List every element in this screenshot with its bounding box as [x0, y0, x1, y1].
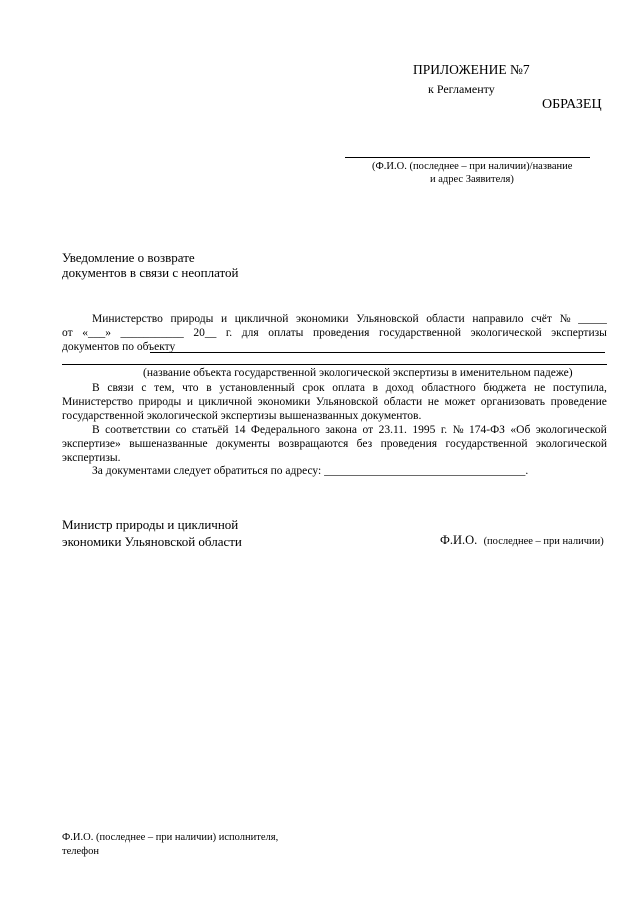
annex-reference: к Регламенту: [428, 82, 495, 96]
object-caption: (название объекта государственной экологической экспертизы в именительном падеже): [143, 367, 573, 379]
word: поступила,: [552, 382, 607, 394]
word: областного: [421, 382, 476, 394]
word: цикличной: [234, 313, 289, 325]
word: бюджета: [483, 382, 527, 394]
word: оплата: [332, 382, 365, 394]
word: в: [372, 382, 379, 394]
word: экспертизы: [551, 327, 607, 339]
applicant-caption-line1: (Ф.И.О. (последнее – при наличии)/название: [372, 161, 573, 172]
word: доход: [385, 382, 414, 394]
paragraph2-line2: [62, 396, 607, 408]
word: срок: [302, 382, 325, 394]
word: «___»: [82, 327, 111, 339]
object-name-line: [150, 352, 605, 353]
word: может: [444, 396, 476, 408]
word: не: [427, 396, 440, 408]
word: вышеназванные: [129, 438, 208, 450]
word: В: [92, 424, 100, 436]
notice-title-line1: Уведомление о возврате: [62, 250, 195, 265]
word: Ульяновской: [315, 396, 379, 408]
word: Министерство: [92, 313, 163, 325]
applicant-signature-line: [345, 157, 590, 158]
paragraph1-line3: документов по объекту: [62, 341, 176, 353]
word: документы: [216, 438, 270, 450]
word: экологической: [535, 424, 607, 436]
word: природы: [170, 313, 214, 325]
word: экспертизе»: [62, 438, 121, 450]
word: что: [182, 382, 199, 394]
paragraph1-line1: [92, 313, 607, 325]
word: тем,: [154, 382, 175, 394]
word: №: [452, 424, 464, 436]
word: оплаты: [268, 327, 304, 339]
paragraph3-line1: [92, 424, 607, 436]
word: 23.11.: [378, 424, 407, 436]
word: №: [559, 313, 571, 325]
word: ___________: [120, 327, 184, 339]
word: Министерство: [62, 396, 133, 408]
signatory-name: [440, 533, 604, 548]
word: экономики: [257, 396, 311, 408]
paragraph2-line3: государственной экологической экспертизы вышеназванных документов.: [62, 410, 422, 422]
word: проведения: [312, 327, 370, 339]
word: статьёй: [191, 424, 229, 436]
notice-title-line2: документов в связи с неоплатой: [62, 265, 239, 280]
word: закона: [325, 424, 358, 436]
word: в: [206, 382, 212, 394]
word: экологической: [470, 327, 542, 339]
word: В: [92, 382, 100, 394]
signatory-position-line1: Министр природы и цикличной: [62, 517, 239, 532]
word: 174-ФЗ: [469, 424, 505, 436]
paragraph1-line2: [62, 327, 607, 339]
word: соответствии: [105, 424, 171, 436]
word: экологической: [535, 438, 607, 450]
word: цикличной: [198, 396, 253, 408]
word: установленный: [219, 382, 295, 394]
word: возвращаются: [278, 438, 349, 450]
word: 1995: [412, 424, 436, 436]
word: г.: [225, 327, 233, 339]
paragraph2-line1: [92, 382, 607, 394]
word: Федерального: [250, 424, 320, 436]
executor-info-line2: телефон: [62, 846, 99, 857]
word: природы: [138, 396, 182, 408]
word: с: [141, 382, 147, 394]
word: экономики: [296, 313, 349, 325]
word: от: [62, 327, 73, 339]
word: проведения: [380, 438, 438, 450]
paragraph3-line3: экспертизы.: [62, 452, 121, 464]
signatory-position-line2: экономики Ульяновской области: [62, 534, 242, 549]
paragraph4-address: За документами следует обратиться по адресу: ___________________________________.: [92, 465, 529, 477]
word: _____: [578, 313, 607, 325]
word: без: [356, 438, 373, 450]
word: г.: [440, 424, 448, 436]
executor-info-line1: Ф.И.О. (последнее – при наличии) исполнителя,: [62, 832, 279, 843]
word: и: [186, 396, 193, 408]
word: государственной: [379, 327, 462, 339]
object-name-line-2: [62, 364, 607, 365]
word: счёт: [531, 313, 552, 325]
word: проведение: [550, 396, 607, 408]
word: Ульяновской: [356, 313, 419, 325]
applicant-caption-line2: и адрес Заявителя): [430, 174, 514, 185]
word: организовать: [480, 396, 546, 408]
word: не: [533, 382, 546, 394]
signatory-fio: Ф.И.О.: [440, 533, 478, 547]
sample-mark: ОБРАЗЕЦ: [542, 97, 602, 112]
annex-title: ПРИЛОЖЕНИЕ №7: [413, 62, 530, 77]
word: 14: [233, 424, 246, 436]
word: государственной: [445, 438, 528, 450]
word: области: [383, 396, 423, 408]
signatory-fio-note: (последнее – при наличии): [483, 536, 604, 547]
word: для: [241, 327, 259, 339]
word: и: [220, 313, 228, 325]
word: направило: [472, 313, 524, 325]
word: со: [175, 424, 187, 436]
paragraph3-line2: [62, 438, 607, 450]
word: области: [426, 313, 465, 325]
word: связи: [107, 382, 134, 394]
word: от: [362, 424, 374, 436]
word: «Об: [510, 424, 531, 436]
word: 20__: [193, 327, 217, 339]
